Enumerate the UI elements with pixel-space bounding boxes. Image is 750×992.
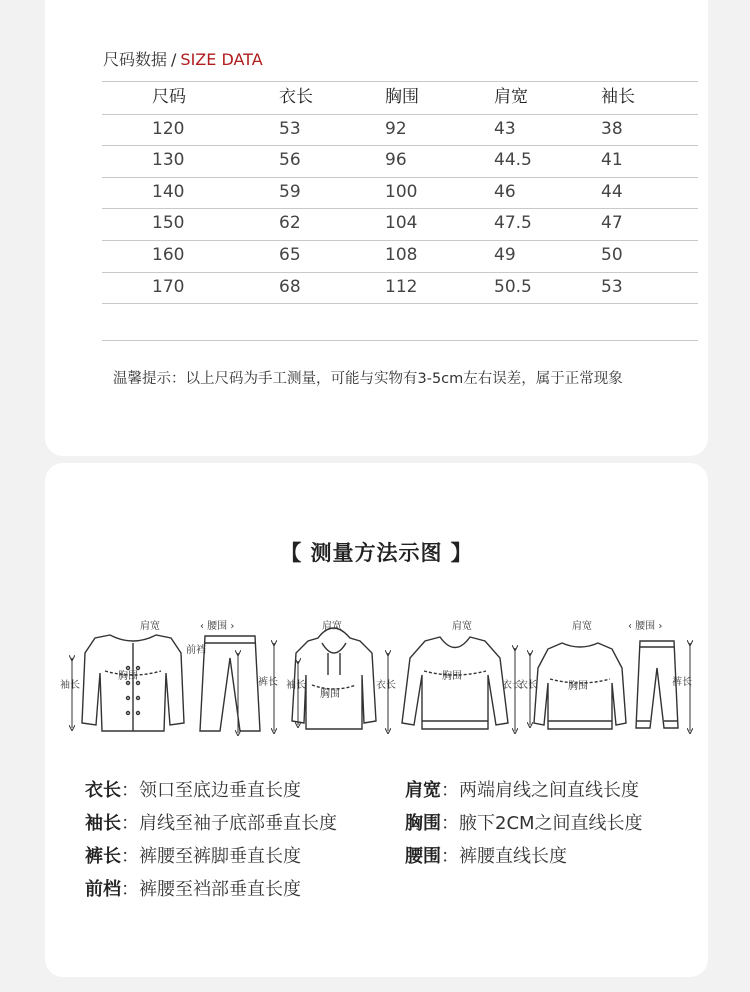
definition-chest: 胸围：腋下2CM之间直线长度 xyxy=(405,813,643,834)
table-cell: 68 xyxy=(279,276,301,297)
table-cell: 47 xyxy=(601,213,623,234)
table-cell: 160 xyxy=(152,244,185,265)
label-shoulder: 肩宽 xyxy=(322,621,342,632)
definition-shoulder: 肩宽：两端肩线之间直线长度 xyxy=(405,780,639,801)
table-cell: 56 xyxy=(279,150,301,171)
label-waist: ‹ 腰围 › xyxy=(200,621,235,632)
method-title: 【 测量方法示图 】 xyxy=(280,541,473,565)
table-row-divider xyxy=(102,114,698,115)
header-cell: 胸围 xyxy=(385,87,419,107)
table-cell: 108 xyxy=(385,244,418,265)
table-cell: 44.5 xyxy=(494,150,532,171)
table-cell: 140 xyxy=(152,181,185,202)
table-cell: 50.5 xyxy=(494,276,532,297)
label-length: 衣长 xyxy=(502,680,522,691)
table-bottom-rule xyxy=(102,340,698,341)
table-row-divider xyxy=(102,177,698,178)
table-row xyxy=(102,240,698,272)
label-sleeve: 袖长 xyxy=(60,680,80,691)
definition-waist: 腰围：裤腰直线长度 xyxy=(405,846,567,867)
table-cell: 43 xyxy=(494,118,516,139)
table-row xyxy=(102,177,698,209)
table-cell: 49 xyxy=(494,244,516,265)
table-cell: 96 xyxy=(385,150,407,171)
sweater-icon xyxy=(402,637,508,729)
table-cell: 59 xyxy=(279,181,301,202)
table-row xyxy=(102,145,698,177)
size-title-separator: / xyxy=(171,50,177,69)
hoodie-icon xyxy=(292,628,376,729)
table-row xyxy=(102,114,698,146)
table-row xyxy=(102,208,698,240)
table-cell: 38 xyxy=(601,118,623,139)
table-row-divider xyxy=(102,145,698,146)
table-cell: 53 xyxy=(601,276,623,297)
definition-pants-length: 裤长：裤腰至裤脚垂直长度 xyxy=(85,846,301,867)
definition-length: 衣长：领口至底边垂直长度 xyxy=(85,780,301,801)
size-table xyxy=(102,82,698,303)
size-data-title xyxy=(103,47,263,70)
table-cell: 120 xyxy=(152,118,185,139)
table-cell: 104 xyxy=(385,213,418,234)
table-row-divider xyxy=(102,272,698,273)
table-cell: 170 xyxy=(152,276,185,297)
table-cell: 47.5 xyxy=(494,213,532,234)
measurement-tip: 温馨提示：以上尺码为手工测量，可能与实物有3-5cm左右误差，属于正常现象 xyxy=(113,371,623,387)
label-sleeve: 袖长 xyxy=(286,680,306,691)
table-cell: 150 xyxy=(152,213,185,234)
garment-illustrations xyxy=(60,613,700,743)
table-cell: 44 xyxy=(601,181,623,202)
label-front-rise: 前裆 xyxy=(186,645,206,656)
table-row-divider xyxy=(102,240,698,241)
definition-sleeve: 袖长：肩线至袖子底部垂直长度 xyxy=(85,813,337,834)
table-row xyxy=(102,272,698,304)
label-shoulder: 肩宽 xyxy=(452,621,472,632)
label-pants-length: 裤长 xyxy=(258,677,278,688)
header-cell: 肩宽 xyxy=(494,87,528,107)
table-cell: 41 xyxy=(601,150,623,171)
header-cell: 尺码 xyxy=(152,87,186,107)
definition-front-rise: 前档：裤腰至裆部垂直长度 xyxy=(85,879,301,900)
label-chest: 胸围 xyxy=(118,671,138,682)
label-chest: 胸围 xyxy=(320,689,340,700)
table-cell: 50 xyxy=(601,244,623,265)
table-cell: 92 xyxy=(385,118,407,139)
table-header-row xyxy=(102,82,698,114)
label-chest: 胸围 xyxy=(442,671,462,682)
measurement-diagram xyxy=(60,613,700,743)
label-pants-length: 裤长 xyxy=(672,677,692,688)
header-cell: 衣长 xyxy=(279,87,313,107)
header-cell: 袖长 xyxy=(601,87,635,107)
measure-method-card xyxy=(45,463,708,977)
table-cell: 65 xyxy=(279,244,301,265)
jacket-icon xyxy=(82,635,184,731)
table-row-divider xyxy=(102,303,698,304)
table-row-divider xyxy=(102,208,698,209)
table-cell: 100 xyxy=(385,181,418,202)
label-waist: ‹ 腰围 › xyxy=(628,621,663,632)
label-shoulder: 肩宽 xyxy=(140,621,160,632)
table-cell: 53 xyxy=(279,118,301,139)
label-shoulder: 肩宽 xyxy=(572,621,592,632)
label-length: 衣长 xyxy=(518,680,538,691)
table-cell: 130 xyxy=(152,150,185,171)
table-cell: 62 xyxy=(279,213,301,234)
size-data-card xyxy=(45,0,708,456)
table-cell: 46 xyxy=(494,181,516,202)
label-length: 衣长 xyxy=(376,680,396,691)
label-chest: 胸围 xyxy=(568,681,588,692)
size-title-en: SIZE DATA xyxy=(180,50,263,69)
table-cell: 112 xyxy=(385,276,418,297)
pants-icon xyxy=(200,636,260,731)
size-title-cn: 尺码数据 xyxy=(103,50,168,69)
